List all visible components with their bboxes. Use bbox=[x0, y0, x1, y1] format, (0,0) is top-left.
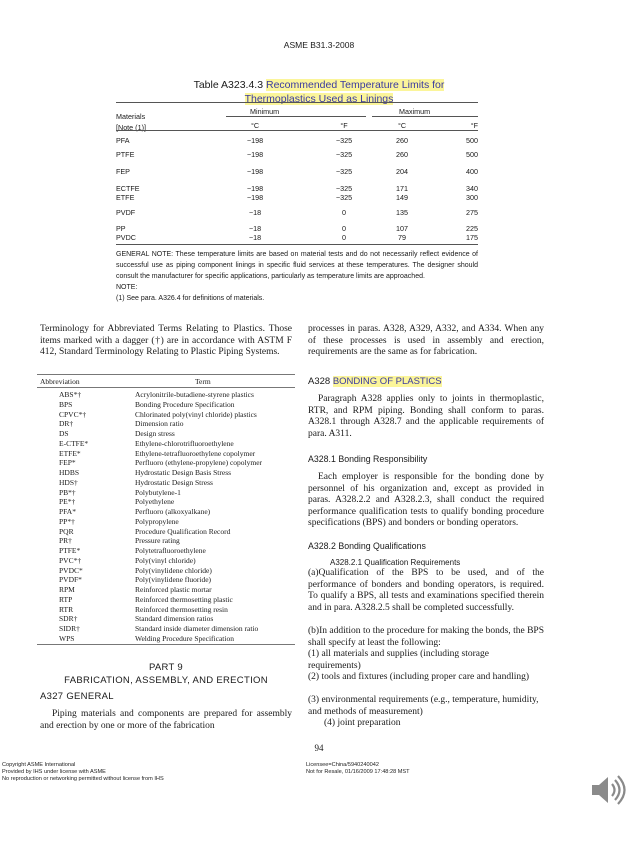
abbreviation: PTFE* bbox=[59, 546, 81, 555]
bps-item-1: (1) all materials and supplies (including storage requirements) bbox=[308, 649, 489, 671]
abbreviation-term: Reinforced plastic mortar bbox=[135, 585, 212, 594]
a328-title: BONDING OF PLASTICS bbox=[332, 376, 442, 387]
cell-min-f: −325 bbox=[335, 136, 353, 145]
abbreviation: PB*† bbox=[59, 487, 76, 497]
abbreviation: PFA* bbox=[59, 507, 76, 516]
abbreviation-row bbox=[37, 506, 295, 516]
running-header: ASME B31.3-2008 bbox=[283, 40, 355, 50]
abbreviation: ABS*† bbox=[59, 390, 82, 399]
abbreviation-row bbox=[37, 409, 295, 419]
abbreviation-term: Ethylene-tetrafluoroethylene copolymer bbox=[135, 448, 256, 458]
footer-left bbox=[2, 762, 164, 782]
cell-max-f: 500 bbox=[466, 136, 478, 145]
abbreviation-row bbox=[37, 633, 295, 643]
abbreviation: HDS† bbox=[59, 477, 78, 487]
abbreviation-row bbox=[37, 594, 295, 604]
a328-text: Paragraph A328 applies only to joints in thermoplastic, RTR, and RPM piping. Bonding shall conform to paras. A328.1 through A328.7 and the applicable requirements of para. A311. bbox=[308, 394, 544, 439]
cell-max-c: 149 bbox=[396, 193, 408, 202]
abbreviation-term: Polyethylene bbox=[135, 497, 175, 507]
abbreviation-row bbox=[37, 467, 295, 477]
abbreviation: DR† bbox=[59, 419, 74, 429]
cell-min-f: 0 bbox=[342, 233, 346, 242]
abbreviation: WPS bbox=[59, 633, 75, 643]
maximum-span-rule bbox=[372, 116, 478, 117]
cell-max-c: 171 bbox=[396, 184, 408, 193]
cell-min-f: 0 bbox=[342, 224, 346, 233]
abbreviation: PP*† bbox=[59, 516, 75, 526]
a32821-item-a: (a)Qualification of the BPS to be used, and of the performance of bonders and bonding operators, is required. To qualify a BPS, all tests and examinations specified therein and in para. A328.2.5 shall be completed successfully. bbox=[308, 568, 544, 613]
cell-min-c: −198 bbox=[246, 136, 264, 145]
a32821-heading: A328.2.1 Qualification Requirements bbox=[330, 558, 461, 567]
fabrication-paragraph: processes in paras. A328, A329, A332, and A334. When any of these processes is used in assembly and erection, requirements are the same as for fabrication. bbox=[308, 324, 544, 358]
abbreviation: BPS bbox=[59, 399, 73, 409]
cell-max-c: 204 bbox=[396, 167, 408, 176]
abbreviation-term: Welding Procedure Specification bbox=[135, 633, 234, 643]
cell-max-c: 107 bbox=[396, 224, 408, 233]
abbreviation-term: Standard dimension ratios bbox=[135, 614, 214, 624]
table-title-highlight-1: Recommended Temperature Limits for bbox=[266, 79, 445, 91]
abbreviation-row bbox=[37, 623, 295, 633]
abbreviation-term: Poly(vinylidene chloride) bbox=[135, 565, 212, 575]
abbreviation-term: Perfluoro (alkoxyalkane) bbox=[135, 507, 211, 516]
abbreviation-row bbox=[37, 428, 295, 438]
cell-min-f: −325 bbox=[335, 167, 353, 176]
cell-material: ECTFE bbox=[116, 184, 140, 193]
abbreviation: E-CTFE* bbox=[59, 438, 89, 448]
term-header-label: Term bbox=[195, 377, 211, 386]
note-label: NOTE: bbox=[116, 284, 138, 291]
abbreviation-row bbox=[37, 487, 295, 497]
a327-heading: A327 GENERAL bbox=[40, 691, 114, 702]
table-notes bbox=[116, 249, 478, 304]
abbreviation-term: Polybutylene-1 bbox=[135, 487, 181, 497]
general-note: GENERAL NOTE: These temperature limits are based on material tests and do not necessarily reflect evidence of successful use as piping component linings in specific fluid services at these temperatures. The designer should consult the manufacturer for specific applications, particularly as temperature limits are approached. bbox=[116, 251, 478, 280]
cell-max-f: 300 bbox=[466, 193, 478, 202]
a328-heading bbox=[308, 376, 442, 388]
minimum-span-rule bbox=[226, 116, 366, 117]
part-heading bbox=[40, 662, 292, 687]
cell-max-c: 135 bbox=[396, 208, 408, 217]
a328-number: A328 bbox=[308, 376, 333, 387]
abbreviation-term: Ethylene-chlorotrifluoroethylene bbox=[135, 438, 234, 448]
cell-max-f: 340 bbox=[466, 184, 478, 193]
abbreviation: PR† bbox=[59, 536, 72, 546]
abbreviation-term: Polytetrafluoroethylene bbox=[135, 546, 206, 555]
a327-text: Piping materials and components are prepared for assembly and erection by one or more of the fabrication bbox=[40, 709, 292, 731]
cell-min-c: −198 bbox=[246, 150, 264, 159]
cell-min-c: −18 bbox=[248, 233, 262, 242]
unit-max-f: °F bbox=[470, 121, 478, 130]
part-subtitle: FABRICATION, ASSEMBLY, AND ERECTION bbox=[64, 674, 268, 686]
abbreviations-bottom-rule bbox=[37, 644, 295, 645]
abbreviation-row bbox=[37, 545, 295, 555]
table-bottom-rule bbox=[116, 244, 478, 245]
abbreviation: PVDC* bbox=[59, 565, 83, 575]
unit-max-c: °C bbox=[397, 121, 407, 130]
cell-material: PFA bbox=[116, 136, 130, 145]
abbreviation-row bbox=[37, 418, 295, 428]
cell-min-f: 0 bbox=[342, 208, 346, 217]
abbreviation-row bbox=[37, 584, 295, 594]
footer-no-reproduction: No reproduction or networking permitted without license from IHS bbox=[2, 775, 164, 782]
abbreviation: DS bbox=[59, 429, 69, 438]
cell-min-c: −18 bbox=[248, 208, 262, 217]
cell-max-c: 79 bbox=[398, 233, 406, 242]
abbreviation-term: Poly(vinyl chloride) bbox=[135, 555, 196, 565]
abbreviation: RPM bbox=[59, 585, 75, 594]
abbreviation-row bbox=[37, 457, 295, 467]
abbreviation-row bbox=[37, 389, 295, 399]
col-materials-label: Materials bbox=[116, 112, 146, 121]
speaker-icon[interactable] bbox=[586, 770, 626, 810]
footer-right bbox=[306, 762, 410, 776]
abbreviation-row bbox=[37, 613, 295, 623]
cell-max-f: 175 bbox=[466, 233, 478, 242]
cell-max-f: 225 bbox=[466, 224, 478, 233]
cell-max-f: 400 bbox=[466, 167, 478, 176]
part-title: PART 9 bbox=[148, 662, 183, 673]
abbreviation: CPVC*† bbox=[59, 409, 87, 419]
a3281-text: Each employer is responsible for the bonding done by personnel of his organization and, except as provided in paras. A328.2.2 and A328.2.3, shall conduct the required performance qualification tests to qualify bonding procedure specifications (BPS) and bonders or bonding operators. bbox=[308, 472, 544, 529]
abbreviations-table bbox=[37, 374, 295, 643]
cell-material: PVDC bbox=[116, 233, 136, 242]
abbreviation: PE*† bbox=[59, 497, 76, 507]
abbreviation: PVC*† bbox=[59, 555, 82, 565]
cell-min-c: −198 bbox=[246, 167, 264, 176]
a32821-item-b: (b)In addition to the procedure for making the bonds, the BPS shall specify at least the following: bbox=[308, 626, 544, 648]
cell-min-f: −325 bbox=[335, 184, 353, 193]
cell-material: PP bbox=[116, 224, 126, 233]
abbreviation-row bbox=[37, 526, 295, 536]
col-maximum-label: Maximum bbox=[399, 107, 431, 116]
table-title-highlight-2: Thermoplastics Used as Linings bbox=[244, 93, 394, 105]
abbreviation-row bbox=[37, 535, 295, 545]
abbreviation-term: Pressure rating bbox=[135, 536, 180, 546]
abbreviation-row bbox=[37, 516, 295, 526]
cell-min-c: −198 bbox=[246, 193, 264, 202]
abbreviation-term: Hydrostatic Design Basis Stress bbox=[135, 468, 232, 477]
cell-material: PVDF bbox=[116, 208, 136, 217]
note-1: (1) See para. A326.4 for definitions of materials. bbox=[116, 295, 265, 302]
abbreviations-intro: Terminology for Abbreviated Terms Relating to Plastics. Those items marked with a dagger (†) are in accordance with ASTM F 412, Standard Terminology Relating to Plastic Piping Systems. bbox=[40, 324, 292, 358]
col-minimum-label: Minimum bbox=[250, 107, 280, 116]
abbreviation-term: Procedure Qualification Record bbox=[135, 526, 231, 536]
abbreviation-row bbox=[37, 555, 295, 565]
abbr-header-label: Abbreviation bbox=[40, 377, 80, 386]
abbreviation: RTR bbox=[59, 604, 74, 614]
abbreviation: HDBS bbox=[59, 468, 80, 477]
cell-max-c: 260 bbox=[396, 136, 408, 145]
abbreviation-term: Standard inside diameter dimension ratio bbox=[135, 624, 259, 633]
header-bottom-rule bbox=[116, 130, 478, 131]
cell-max-f: 500 bbox=[466, 150, 478, 159]
bps-item-3: (3) environmental requirements (e.g., temperature, humidity, and methods of measurement) bbox=[308, 695, 539, 717]
abbreviation-row bbox=[37, 438, 295, 448]
abbreviation: SDR† bbox=[59, 614, 78, 624]
abbreviation-term: Acrylonitrile-butadiene-styrene plastics bbox=[135, 390, 254, 399]
abbreviation-row bbox=[37, 496, 295, 506]
left-column bbox=[40, 324, 292, 731]
footer-not-for-resale: Not for Resale, 01/16/2009 17:48:28 MST bbox=[306, 768, 410, 775]
abbreviation: SIDR† bbox=[59, 624, 80, 633]
cell-min-c: −198 bbox=[246, 184, 264, 193]
table-title-prefix: Table A323.4.3 bbox=[193, 79, 266, 91]
page-number: 94 bbox=[314, 743, 324, 753]
abbreviation-term: Reinforced thermosetting plastic bbox=[135, 594, 233, 604]
unit-min-f: °F bbox=[340, 121, 348, 130]
unit-min-c: °C bbox=[250, 121, 260, 130]
abbreviation-row bbox=[37, 399, 295, 409]
abbreviation-term: Polypropylene bbox=[135, 516, 179, 526]
abbreviation: PQR bbox=[59, 526, 74, 536]
cell-min-c: −18 bbox=[248, 224, 262, 233]
a3282-heading: A328.2 Bonding Qualifications bbox=[308, 541, 426, 551]
abbreviation-term: Hydrostatic Design Stress bbox=[135, 477, 213, 487]
abbreviation: ETFE* bbox=[59, 448, 81, 458]
abbreviation-row bbox=[37, 477, 295, 487]
abbreviation-row bbox=[37, 604, 295, 614]
abbreviation-row bbox=[37, 574, 295, 584]
abbreviation-term: Perfluoro (ethylene-propylene) copolymer bbox=[135, 458, 263, 468]
table-top-rule bbox=[116, 102, 478, 103]
bps-item-4: (4) joint preparation bbox=[324, 718, 401, 728]
a3281-heading: A328.1 Bonding Responsibility bbox=[308, 454, 428, 464]
cell-material: ETFE bbox=[116, 193, 135, 202]
abbreviation-term: Bonding Procedure Specification bbox=[135, 399, 235, 409]
abbreviation-row bbox=[37, 565, 295, 575]
abbreviation-row bbox=[37, 448, 295, 458]
abbreviation-term: Poly(vinylidene fluoride) bbox=[135, 575, 212, 585]
abbreviation: RTP bbox=[59, 594, 73, 604]
cell-min-f: −325 bbox=[335, 150, 353, 159]
abbreviation-term: Reinforced thermosetting resin bbox=[135, 604, 228, 614]
abbreviation: FEP* bbox=[59, 458, 76, 468]
bps-item-2: (2) tools and fixtures (including proper care and handling) bbox=[308, 672, 530, 682]
abbreviation-term: Design stress bbox=[135, 429, 175, 438]
cell-max-f: 275 bbox=[466, 208, 478, 217]
cell-material: FEP bbox=[116, 167, 130, 176]
col-materials-note: [Note (1)] bbox=[116, 123, 146, 132]
footer-copyright: Copyright ASME International bbox=[2, 762, 76, 768]
cell-max-c: 260 bbox=[396, 150, 408, 159]
footer-licensee: Licensee=China/5940240042 bbox=[306, 762, 379, 768]
cell-min-f: −325 bbox=[335, 193, 353, 202]
cell-material: PTFE bbox=[116, 150, 135, 159]
abbreviation-term: Dimension ratio bbox=[135, 419, 184, 429]
abbreviations-header bbox=[37, 374, 295, 388]
footer-provided-by: Provided by IHS under license with ASME bbox=[2, 768, 106, 775]
abbreviation: PVDF* bbox=[59, 575, 82, 585]
abbreviation-term: Chlorinated poly(vinyl chloride) plastics bbox=[135, 409, 257, 419]
